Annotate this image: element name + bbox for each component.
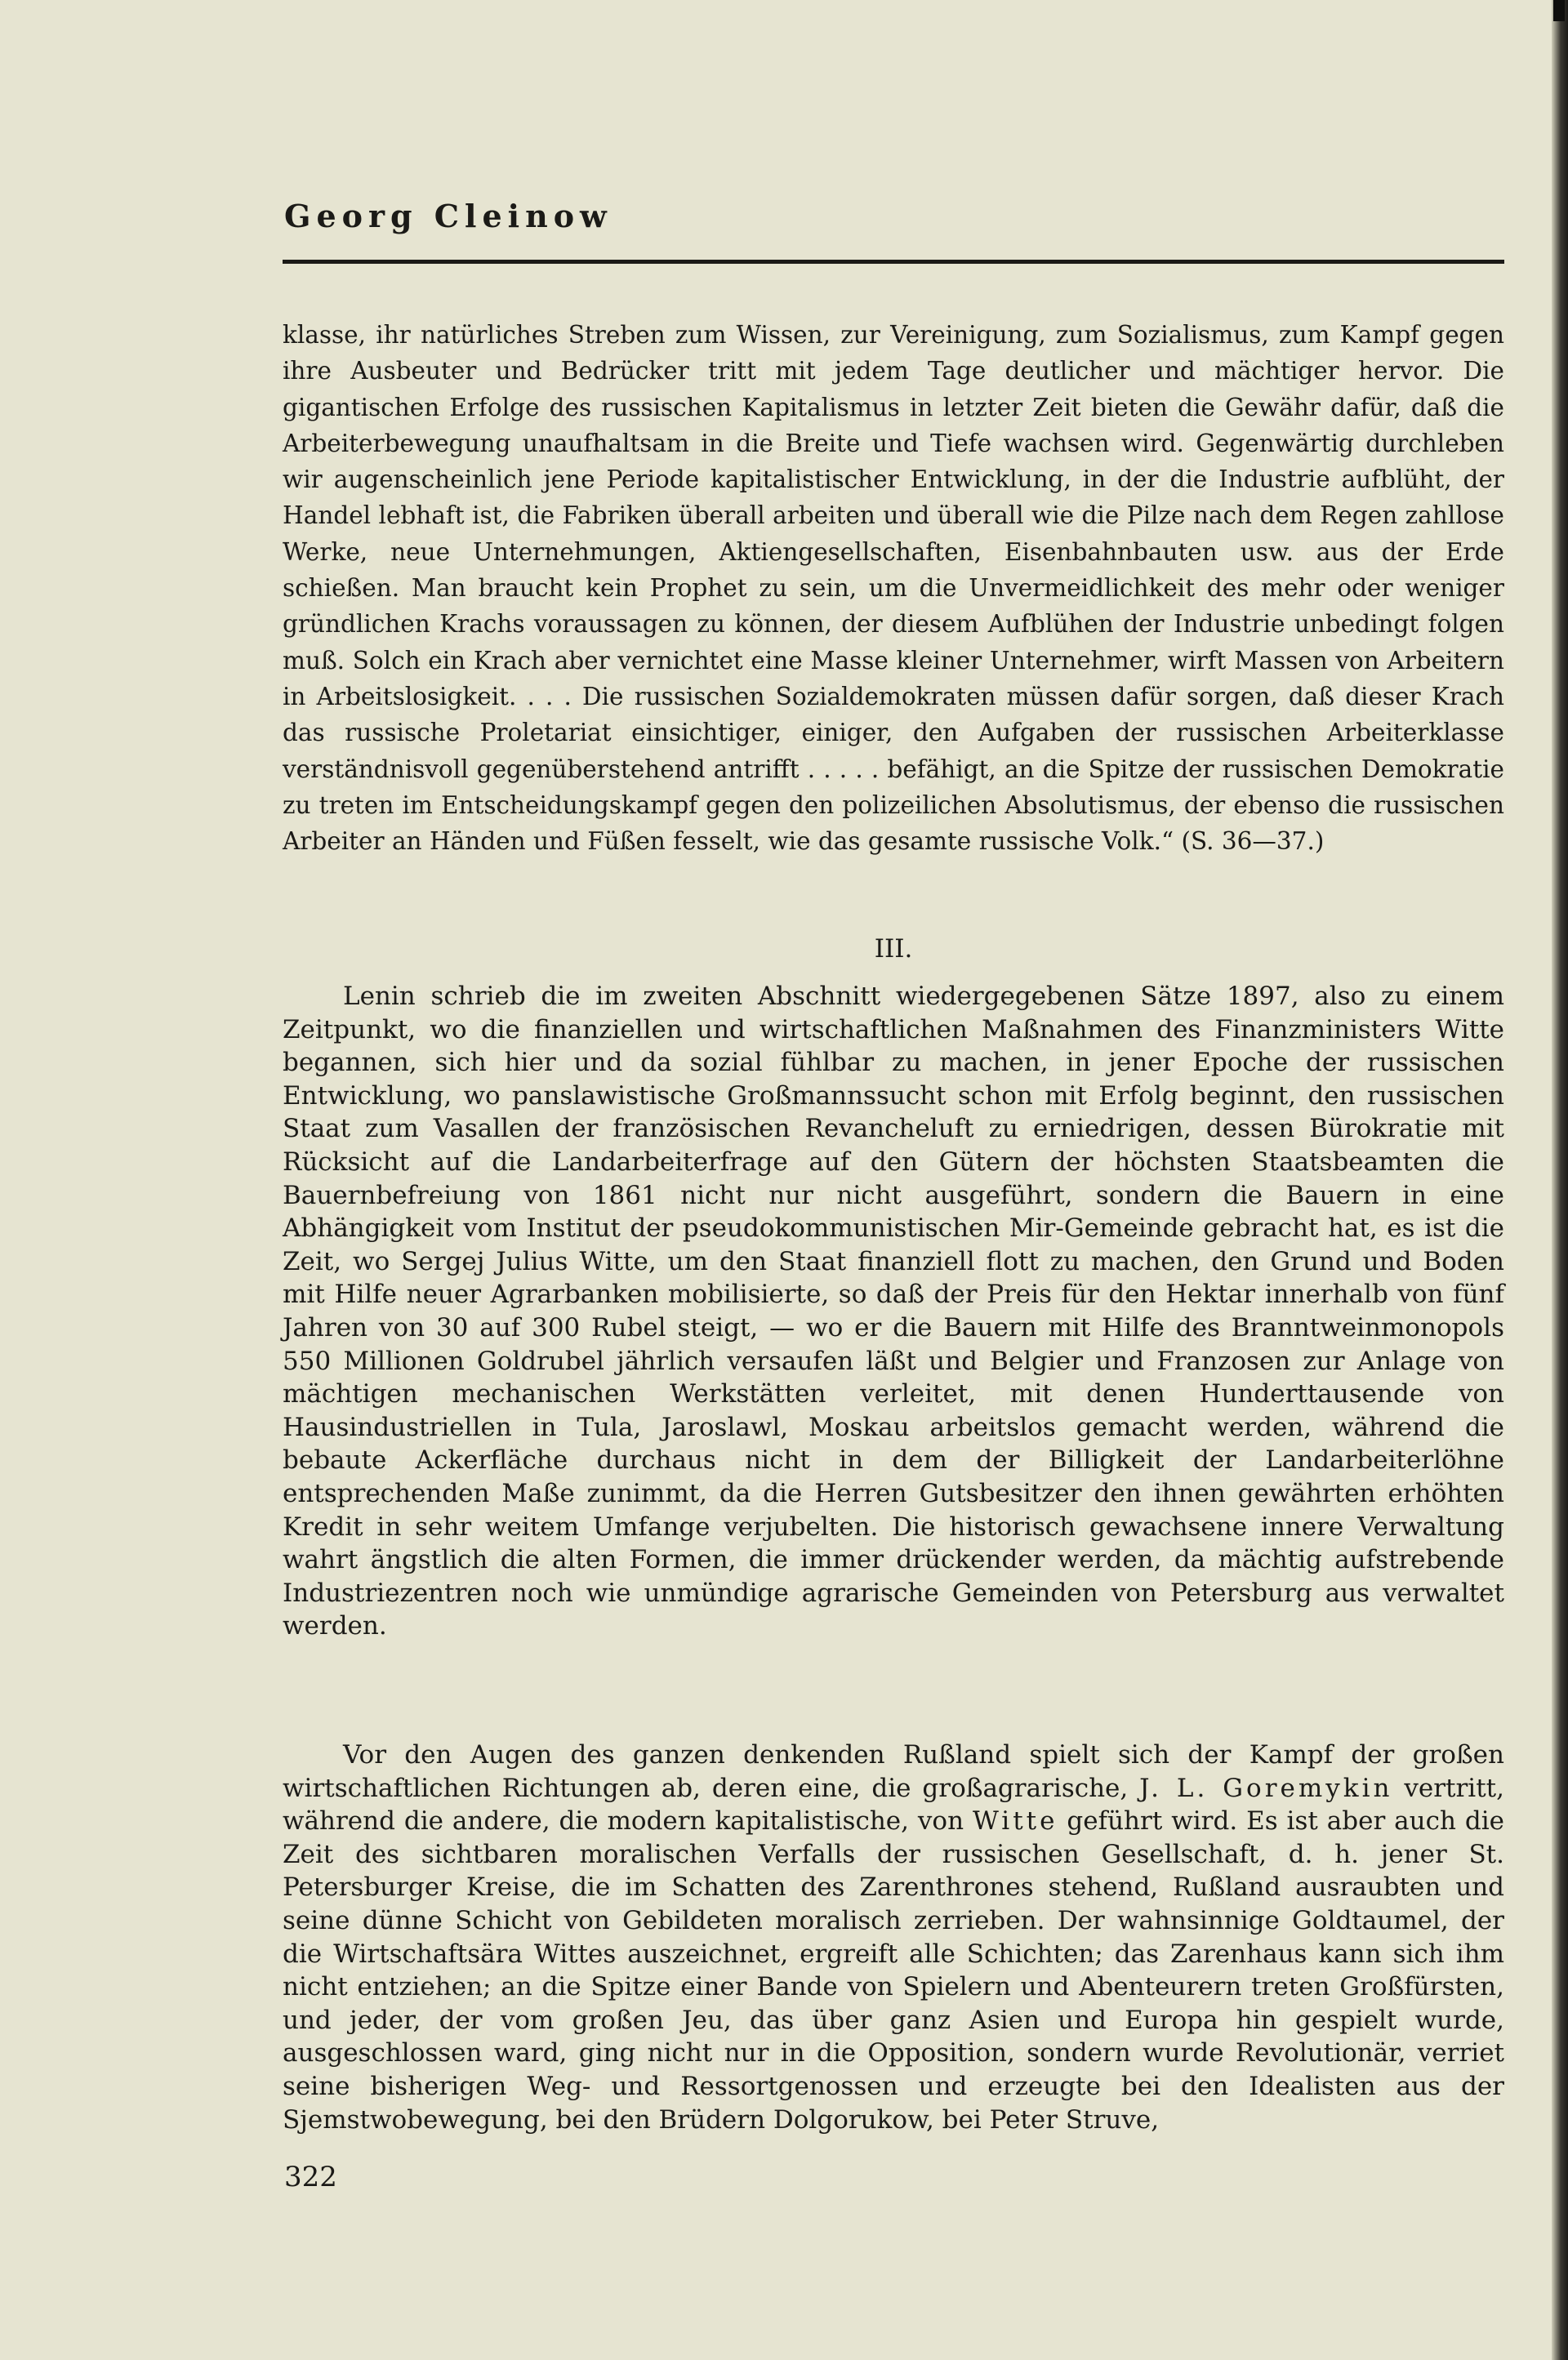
paragraph-text-before: Vor den Augen des ganzen denkenden Rußland spielt sich der Kampf der großen wirtschaftlichen Richtungen ab, deren eine, die großagrarische, <box>283 1740 1504 1803</box>
header-rule <box>283 260 1504 264</box>
paragraph-text: Lenin schrieb die im zweiten Abschnitt wiedergegebenen Sätze 1897, also zu einem Zeitpunkt, wo die finanziellen und wirtschaftlichen Maßnahmen des Finanzministers Witte begannen, sich hier und da sozial fühlbar zu machen, in jener Epoche der russischen Entwicklung, wo panslawistische Großmannssucht schon mit Erfolg beginnt, den russischen Staat zum Vasallen der französischen Revancheluft zu erniedrigen, dessen Bürokratie mit Rücksicht auf die Landarbeiterfrage auf den Gütern der höchsten Staatsbeamten die Bauernbefreiung von 1861 nicht nur nicht ausgeführt, sondern die Bauern in eine Abhängigkeit vom Institut der pseudokommunistischen Mir-Gemeinde gebracht hat, es ist die Zeit, wo Sergej Julius Witte, um den Staat finanziell flott zu machen, den Grund und Boden mit Hilfe neuer Agrarbanken mobilisierte, so daß der Preis für den Hektar innerhalb von fünf Jahren von 30 auf 300 Rubel steigt, — wo er die Bauern mit Hilfe des Branntweinmonopols 550 Millionen Goldrubel jährlich versaufen läßt und Belgier und Franzosen zur Anlage von mächtigen mechanischen Werkstätten verleitet, mit denen Hunderttausende von Hausindustriellen in Tula, Jaroslawl, Moskau arbeitslos gemacht werden, während die bebaute Ackerfläche durchaus nicht in dem der Billigkeit der Landarbeiterlöhne entsprechenden Maße zunimmt, da die Herren Gutsbesitzer den ihnen gewährten erhöhten Kredit in sehr weitem Umfange verjubelten. Die historisch gewachsene innere Verwaltung wahrt ängstlich die alten Formen, die immer drückender werden, da mächtig aufstrebende Industriezentren noch wie unmündige agrarische Gemeinden von Petersburg aus verwaltet werden. <box>283 982 1504 1641</box>
paragraph-text-after: geführt wird. Es ist aber auch die Zeit des sichtbaren moralischen Verfalls der russischen Gesellschaft, d. h. jener St. Petersburger Kreise, die im Schatten des Zarenthrones stehend, Rußland ausraubten und seine dünne Schicht von Gebildeten moralisch zerrieben. Der wahnsinnige Goldtaumel, der die Wirtschaftsära Wittes auszeichnet, ergreift alle Schichten; das Zarenhaus kann sich ihm nicht entziehen; an die Spitze einer Bande von Spielern und Abenteurern treten Großfürsten, und jeder, der vom großen Jeu, das über ganz Asien und Europa hin gespielt wurde, ausgeschlossen ward, ging nicht nur in die Opposition, sondern wurde Revolutionär, verriet seine bisherigen Weg- und Ressortgenossen und erzeugte bei den Idealisten aus der Sjemstwobewegung, bei den Brüdern Dolgorukow, bei Peter Struve, <box>283 1806 1504 2135</box>
paragraph-text <box>283 1739 1504 2136</box>
paragraph-text-middle: vertritt, während die andere, die modern kapitalistische, von <box>283 1773 1504 1837</box>
quote-block <box>283 317 1504 859</box>
section-heading: III. <box>874 934 913 964</box>
quote-paragraph: klasse, ihr natürliches Streben zum Wissen, zur Vereinigung, zum Sozialismus, zum Kampf gegen ihre Ausbeuter und Bedrücker tritt mit jedem Tage deutlicher und mächtiger hervor. Die gigantischen Erfolge des russischen Kapitalismus in letzter Zeit bieten die Gewähr dafür, daß die Arbeiterbewegung unaufhaltsam in die Breite und Tiefe wachsen wird. Gegenwärtig durchleben wir augenscheinlich jene Periode kapitalistischer Entwicklung, in der die Industrie aufblüht, der Handel lebhaft ist, die Fabriken überall arbeiten und überall wie die Pilze nach dem Regen zahllose Werke, neue Unternehmungen, Aktiengesellschaften, Eisenbahnbauten usw. aus der Erde schießen. Man braucht kein Prophet zu sein, um die Unvermeidlichkeit des mehr oder weniger gründlichen Krachs voraussagen zu können, der diesem Aufblühen der Industrie unbedingt folgen muß. Solch ein Krach aber vernichtet eine Masse kleiner Unternehmer, wirft Massen von Arbeitern in Arbeitslosigkeit. . . . Die russischen Sozialdemokraten müssen dafür sorgen, daß dieser Krach das russische Proletariat einsichtiger, einiger, den Aufgaben der russischen Arbeiterklasse verständnisvoll gegenüberstehend antrifft . . . . . befähigt, an die Spitze der russischen Demokratie zu treten im Entscheidungskampf gegen den polizeilichen Absolutismus, der ebenso die russischen Arbeiter an Händen und Füßen fesselt, wie das gesamte russische Volk.“ (S. 36—37.) <box>283 321 1504 856</box>
person-name-witte: Witte <box>972 1806 1058 1837</box>
scan-edge <box>1552 0 1568 2360</box>
body-paragraph-2 <box>283 1739 1504 2136</box>
scan-corner-mark <box>1553 0 1565 21</box>
body-paragraph-1 <box>283 980 1504 1643</box>
running-header-author: Georg Cleinow <box>284 198 612 234</box>
page-number: 322 <box>284 2161 337 2193</box>
person-name-goremykin: J. L. Goremykin <box>1139 1773 1393 1803</box>
